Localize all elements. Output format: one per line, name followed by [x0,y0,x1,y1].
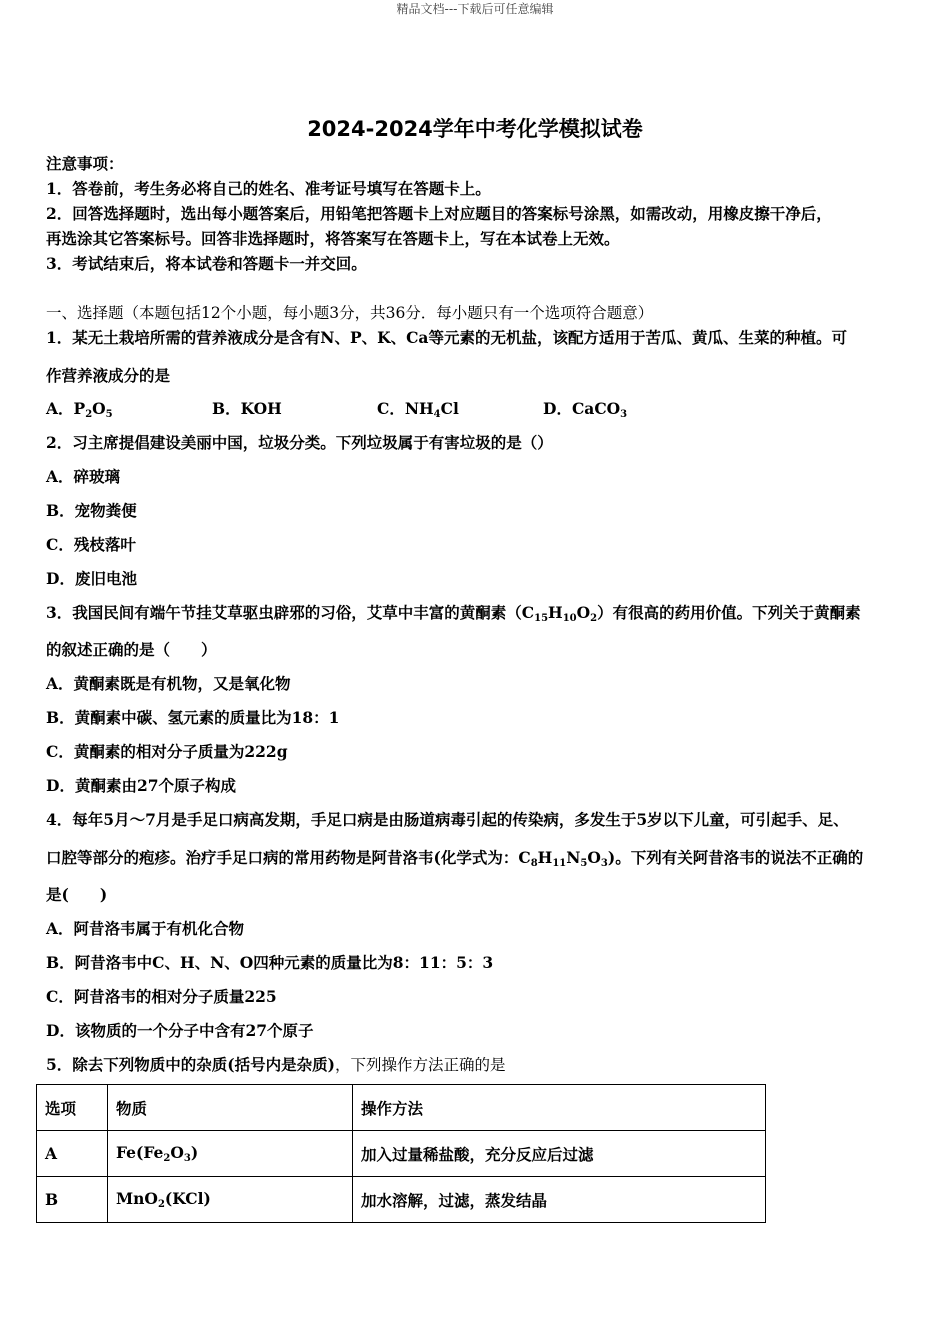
q4-option-b: B．阿昔洛韦中C、H、N、O四种元素的质量比为8：11：5：3 [46,953,494,972]
table-cell-option: B [37,1177,108,1223]
table-header-cell: 选项 [37,1085,108,1131]
table-row [37,1177,766,1223]
q2-option-a: A．碎玻璃 [46,467,121,486]
q1-option-c: C．$NH_4Cl$ [377,399,459,420]
table-cell-method: 加入过量稀盐酸，充分反应后过滤 [353,1131,766,1177]
q3-stem: 3．我国民间有端午节挂艾草驱虫辟邪的习俗，艾草中丰富的黄酮素$(C_{15}H_{10}O_2)$有很高的药用价值。下列关于黄酮素 [46,603,861,624]
q1-stem-cont: 作营养液成分的是 [46,366,171,385]
table-cell-method: 加水溶解，过滤，蒸发结晶 [353,1177,766,1223]
q2-option-c: C．残枝落叶 [46,535,136,554]
q3-option-d: D．黄酮素由27个原子构成 [46,776,237,795]
q3-option-a: A．黄酮素既是有机物，又是氧化物 [46,674,291,693]
q1-stem: 1．某无土栽培所需的营养液成分是含有N、P、K、Ca等元素的无机盐，该配方适用于苦瓜、黄瓜、生菜的种植。可 [46,328,847,347]
notice-heading: 注意事项： [46,154,124,173]
q5-stem: 5．除去下列物质中的杂质(括号内是杂质)，下列操作方法正确的是 [46,1055,506,1074]
q4-option-a: A．阿昔洛韦属于有机化合物 [46,919,245,938]
table-cell-substance: MnO$_2$(KCl) [108,1177,353,1223]
section-heading: 一、选择题（本题包括12个小题，每小题3分，共36分．每小题只有一个选项符合题意） [46,304,654,322]
q2-option-d: D．废旧电池 [46,569,137,588]
notice-item: 3．考试结束后，将本试卷和答题卡一并交回。 [46,254,367,273]
q5-options-table [36,1084,766,1223]
q3-option-b: B．黄酮素中碳、氢元素的质量比为18：1 [46,708,340,727]
q1-option-a: A．$P_2O_5$ [46,399,113,420]
table-row [37,1131,766,1177]
q3-stem-cont: 的叙述正确的是（ ） [46,640,217,659]
table-header-cell: 物质 [108,1085,353,1131]
exam-title: 2024-2024学年中考化学模拟试卷 [307,117,643,141]
notice-item: 2．回答选择题时，选出每小题答案后，用铅笔把答题卡上对应题目的答案标号涂黑，如需改动，用橡皮擦干净后， [46,204,832,223]
q4-stem-cont: 口腔等部分的疱疹。治疗手足口病的常用药物是阿昔洛韦(化学式为：$C_8H_{11}N_5O_3$)。下列有关阿昔洛韦的说法不正确的 [46,848,864,869]
table-header-row [37,1085,766,1131]
q4-stem: 4．每年5月～7月是手足口病高发期，手足口病是由肠道病毒引起的传染病，多发生于5岁以下儿童，可引起手、足、 [46,810,849,829]
q4-stem-end: 是( ) [46,885,108,904]
q3-option-c: C．黄酮素的相对分子质量为222g [46,742,288,761]
table-header-cell: 操作方法 [353,1085,766,1131]
q1-option-d: D．CaCO$_3$ [543,399,628,420]
q2-stem: 2．习主席提倡建设美丽中国，垃圾分类。下列垃圾属于有害垃圾的是（） [46,433,553,452]
q4-option-c: C．阿昔洛韦的相对分子质量225 [46,987,277,1006]
notice-item: 再选涂其它答案标号。回答非选择题时，将答案写在答题卡上，写在本试卷上无效。 [46,229,620,248]
q1-option-b: B．KOH [212,399,282,418]
notice-item: 1．答卷前，考生务必将自己的姓名、准考证号填写在答题卡上。 [46,179,491,198]
table-cell-substance: $Fe(Fe_2O_3)$ [108,1131,353,1177]
page-header: 精品文档---下载后可任意编辑 [396,2,554,16]
q2-option-b: B．宠物粪便 [46,501,137,520]
table-cell-option: A [37,1131,108,1177]
q4-option-d: D．该物质的一个分子中含有27个原子 [46,1021,314,1040]
